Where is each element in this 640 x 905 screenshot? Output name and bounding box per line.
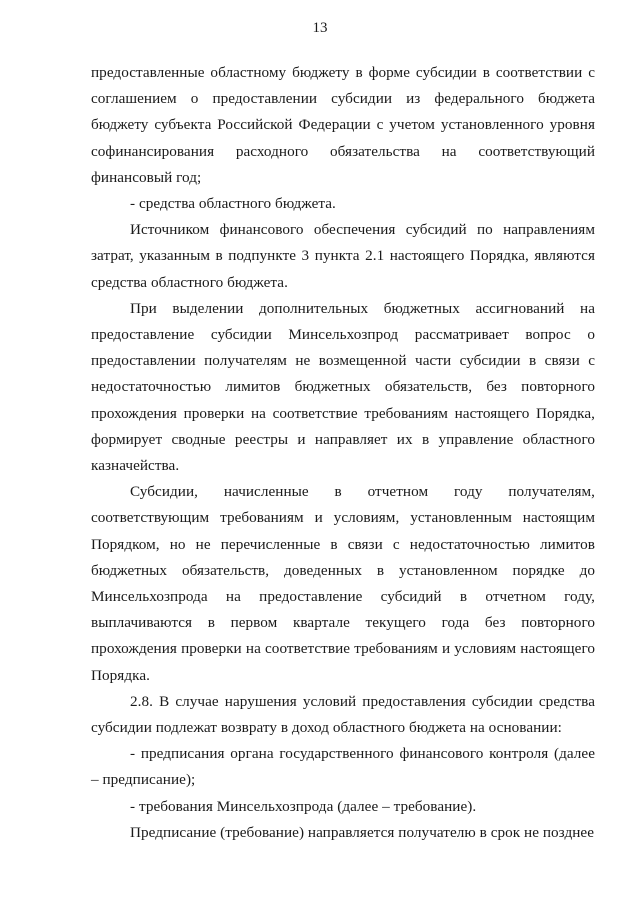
page-number: 13 bbox=[312, 20, 328, 36]
paragraph-prescription-deadline: Предписание (требование) направляется получателю в срок не позднее bbox=[130, 823, 594, 841]
paragraph-regional-budget-item: - средства областного бюджета. bbox=[130, 195, 336, 213]
document-body bbox=[91, 60, 595, 846]
paragraph-funding-source: Источником финансового обеспечения субсидий по направлениям затрат, указанным в подпункте 3 пункта 2.1 настоящего Порядка, являются средства областного бюджета. bbox=[91, 221, 595, 291]
paragraph-prescription-item: - предписания органа государственного финансового контроля (далее – предписание); bbox=[91, 745, 595, 789]
paragraph-additional-allocations: При выделении дополнительных бюджетных ассигнований на предоставление субсидии Минсельхозпрод рассматривает вопрос о предоставлении получателям не возмещенной части субсидии в связи с недостаточностью лимитов бюджетных обязательств, без повторного прохождения проверки на соответствие требованиям настоящего Порядка, формирует сводные реестры и направляет их в управление областного казначейства. bbox=[91, 299, 595, 475]
paragraph-requirement-item: - требования Минсельхозпрода (далее – требование). bbox=[130, 797, 477, 815]
paragraph-section-2-8: 2.8. В случае нарушения условий предоставления субсидии средства субсидии подлежат возврату в доход областного бюджета на основании: bbox=[91, 692, 595, 737]
paragraph-unpaid-subsidies: Субсидии, начисленные в отчетном году получателям, соответствующим требованиям и условиям, установленным настоящим Порядком, но не перечисленные в связи с недостаточностью лимитов бюджетных обязательств, доведенных в установленном порядке до Минсельхозпрода на предоставление субсидий в отчетном году, выплачиваются в первом квартале текущего года без повторного прохождения проверки на соответствие требованиям и условиям настоящего Порядка. bbox=[91, 483, 595, 684]
paragraph-continuation: предоставленные областному бюджету в форме субсидии в соответствии с соглашением о предоставлении субсидии из федерального бюджета бюджету субъекта Российской Федерации с учетом установленного уровня софинансирования расходного обязательства на соответствующий финансовый год; bbox=[91, 64, 595, 186]
